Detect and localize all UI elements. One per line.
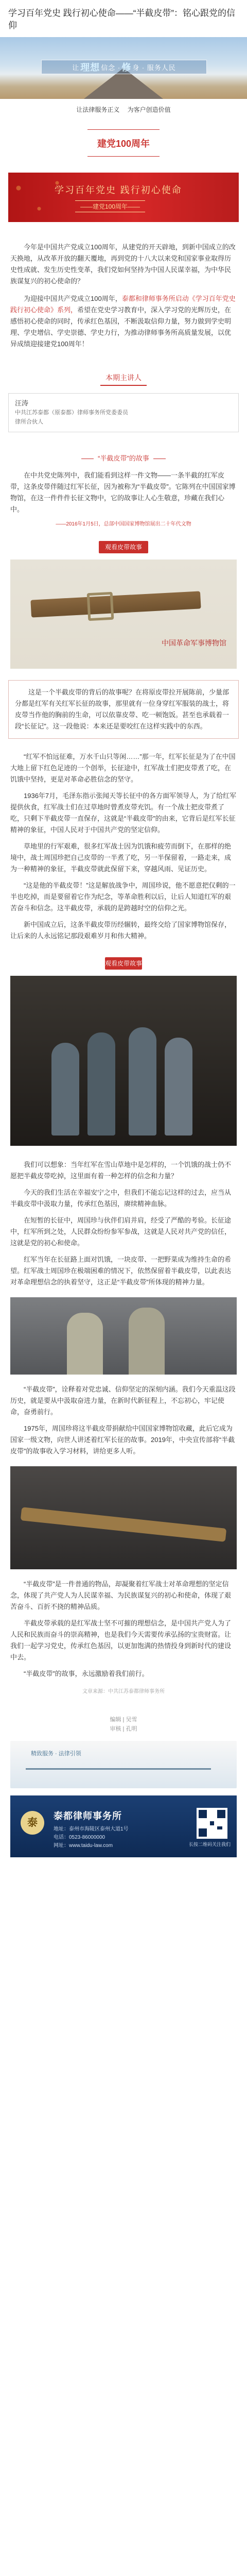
story-subtitle (0, 453, 247, 463)
story-paragraph: 在中共党史陈列中，我们能看到这样一件文物——一条半截的红军皮带，这条皮带伴随过红军长征，因为被称为“半截皮带”。它陈列在中国国家博物馆，在这一件件件长征文物中，它的故事让人心生敬意，珍藏在我们心中。 (10, 471, 236, 513)
slogan-part-2: 为客户创造价值 (127, 106, 171, 113)
intro-paragraph-2 (0, 293, 247, 350)
story-paragraph: 半截皮带承载的是红军战士坚不可摧的理想信念，是中国共产党人为了人民和民族而奋斗的崇高精神，也是我们今天需要传承弘扬的宝贵财富。让我们一起学习党史，传承红色基因，以更加饱满的热情投身到新时代的建设中去。 (10, 1619, 232, 1661)
hero-text-big: 理想 (80, 62, 100, 73)
hero-text: 身 · 服务人民 (132, 63, 176, 72)
banner-subheading: ——建党100周年—— (75, 200, 145, 212)
stage-photo (10, 976, 237, 1146)
figure-silhouette (129, 1308, 165, 1375)
presenter-card (8, 393, 239, 432)
anniversary-label: 建党100周年 (97, 139, 150, 149)
story-paragraph: “这是他的半截皮带！”这是解放战争中，周国珍说，他不愿意把仅剩的一半也吃掉，而是要留着它作为纪念，等革命胜利以后，让后人知道红军的艰苦奋斗和信念。这半截皮带，承载的是跨越时空的信仰之光。 (10, 882, 236, 912)
belt-image (21, 1507, 227, 1542)
figure-silhouette (87, 1032, 115, 1136)
article-title: 学习百年党史 践行初心使命——“半截皮带”：铭心跟党的信仰 (8, 8, 236, 30)
story-paragraph: “半截皮带”，诠释着对党忠诚、信仰坚定的深刻内涵。我们今天重温这段历史，就是要从中汲取奋进力量，在新时代新征程上，不忘初心，牢记使命，奋勇前行。 (10, 1385, 236, 1416)
divider (87, 129, 160, 130)
figure-silhouette (67, 1313, 103, 1375)
story-paragraph: “红军不怕远征难，万水千山只等闲……”那一年，红军长征是为了在中国大地上留下红色足迹的一个创举，长征途中，红军战士们把皮带煮了吃，在饥饿中坚持，更是对革命必胜信念的坚守。 (10, 753, 236, 783)
presenter-role: 律所合伙人 (15, 419, 43, 425)
story-paragraph: 新中国成立后，这条半截皮带历经辗转，最终交给了国家博物馆保存，让后来的人永远铭记那段艰难岁月和伟大精神。 (10, 921, 232, 940)
reviewer-credit: 审核 | 孔明 (110, 1726, 137, 1732)
story-paragraph: 在短暂的长征中，周国珍与伙伴们肩并肩，经受了严酷的考验。长征途中，红军所到之处，人民群众纷纷参军参战，这就是人民对共产党的信任，这就是党的初心和使命。 (10, 1216, 232, 1247)
editor-credit: 编辑 | 吴雪 (110, 1717, 137, 1723)
figure-silhouette (51, 1043, 79, 1136)
article-source: 文章来源：中共江苏泰都律师事务所 (82, 1689, 165, 1694)
firm-name: 泰都律师事务所 (54, 1811, 122, 1821)
figure-silhouette (165, 1038, 192, 1136)
hero-text: 让 (72, 63, 80, 72)
qr-finder (199, 1810, 207, 1818)
hero-text-big: 修 (121, 62, 132, 73)
qr-finder (217, 1810, 225, 1818)
story-paragraph: 红军当年在长征路上面对饥饿，一块皮带、一把野菜成为维持生命的希望。红军战士周国珍在极端困难的情况下，依然保留着半截皮带，以此表达对革命理想信念的执着坚守，这正是“半截皮带”所体现的精神力量。 (10, 1256, 232, 1286)
firm-card (10, 1795, 237, 1857)
buckle-image (87, 592, 114, 621)
intro-paragraph-1: 今年是中国共产党成立100周年，从建党的开天辟地，到新中国成立的改天换地，从改革开放的翻天覆地，再到党的十八大以来党和国家事业取得历史性成就、发生历史性变革，我们党如何坚持为中国人民谋幸福，为中华民族谋复兴的初心使命的？ (10, 243, 236, 285)
end-banner-text: 精致服务 · 法律引领 (31, 1751, 81, 1757)
firm-phone: 电话：0523-86000000 (54, 1835, 105, 1840)
end-banner (10, 1741, 237, 1788)
slogan-part-1: 让法律服务正义 (76, 106, 120, 113)
story-paragraph: “半截皮带”是一件普通的物品，却凝聚着红军战士对革命理想的坚定信念，体现了共产党人为人民谋幸福、为民族谋复兴的初心和使命，体现了艰苦奋斗、百折不挠的精神品质。 (10, 1580, 232, 1611)
hero-banner (0, 37, 247, 99)
party-history-banner (8, 173, 239, 222)
presenter-section-title: 本期主讲人 (100, 372, 147, 386)
story-paragraph: 1936年7月，毛泽东指示张闻天等长征中的各方面军领导人，为了给红军提供伙食，红军战士们在过草地时曾煮皮带充饥。有一个战士把皮带煮了吃，只剩下半截皮带一直保存，这就是“半截皮带”的由来，它背后是红军长征精神的象征，中国人民对于中国共产党的坚定信仰。 (10, 792, 237, 834)
story-paragraph: 今天的我们生活在幸福安宁之中，但我们不能忘记这样的过去，应当从半截皮带中汲取力量，传承红色基因，赓续精神血脉。 (10, 1189, 232, 1208)
divider (87, 156, 160, 157)
qr-hint: 长按二维码关注我们 (188, 1842, 231, 1847)
presenter-name: 汪涛 (15, 399, 29, 407)
video-button-2[interactable]: 观看皮带故事 (105, 957, 142, 970)
story-paragraph: 我们可以想象：当年红军在雪山草地中是怎样的，一个饥饿的战士仍不愿把半截皮带吃掉，这里面有着一种怎样的信念和力量？ (10, 1161, 232, 1180)
story-subtitle-text: “半截皮带”的故事 (98, 454, 149, 462)
bridge-graphic (26, 1768, 211, 1778)
presenter-section-header (85, 372, 162, 386)
historical-photo (10, 1297, 237, 1375)
photo-label: 中国革命军事博物馆 (162, 639, 226, 648)
video-button[interactable]: 观看皮带故事 (99, 541, 148, 553)
decorative-dots (8, 173, 70, 222)
qr-code-icon[interactable] (197, 1808, 227, 1839)
intro-text: 为迎接中国共产党成立100周年， (24, 295, 122, 302)
qr-module (217, 1826, 222, 1829)
firm-address: 地址：泰州市海陵区泰州大道1号 (54, 1826, 129, 1832)
firm-website[interactable]: 网址：www.taidu-law.com (54, 1843, 113, 1849)
firm-logo: 泰 (21, 1811, 44, 1835)
belt-image (30, 591, 201, 617)
credits (10, 1715, 237, 1734)
anniversary-heading (0, 125, 247, 161)
story-paragraph: 这是一个半截皮带的背后的故事呢？在将原皮带拉开展陈前，少量部分都是红军有关红军长征的故事，那里就有一位身穿红军服装的战士，将皮带当作他的胸前的生命，可以依靠皮带、吃一顿饱饭。甚至也承载着一段“长征记”。这一段他说：本来还是要咬红在这样实践中的东西。 (15, 688, 230, 730)
figure-silhouette (129, 1027, 156, 1136)
hero-slogan-box (41, 60, 207, 74)
qr-finder (199, 1828, 207, 1837)
belt-closeup-photo (10, 1466, 237, 1569)
hero-text: 信念 · (101, 63, 121, 72)
story-caption: ——2016年1月5日，总部中国国家博物馆展出二十年代文物 (56, 521, 191, 527)
story-paragraph: 1975年，周国珍将这半截皮带捐献给中国国家博物馆收藏，此后它成为国家一级文物，向世人讲述着红军长征的故事。2019年，中央宣传部将“半截皮带”的故事收入学习材料，讲给更多人听。 (10, 1425, 235, 1455)
intro-text: 希望在党史学习教育中，深入学习党的光辉历史，在感悟初心使命的同时，传承红色基因，不断汲取信仰力量，努力做到学史明理、学史增信、学史崇德、学史力行，为推动律师事务所高质量发展，以优异成绩迎接建党100周年！ (10, 306, 232, 348)
presenter-title: 中共江苏泰都（原泰都）律师事务所党委委员 (15, 410, 128, 416)
story-paragraph: “半截皮带”的故事，永远激励着我们前行。 (24, 1670, 149, 1677)
story-box (8, 680, 239, 739)
belt-photo (10, 560, 237, 669)
banner-heading: 学习百年党史 践行初心使命 (55, 185, 182, 196)
firm-slogan (0, 99, 247, 118)
qr-module (210, 1821, 214, 1825)
intro-highlight: 泰都和律师事务所启动《学习百年党史 践行初心使命》系列， (10, 295, 236, 314)
story-paragraph: 草地里的行军艰难，很多红军战士因为饥饿和疲劳而倒下，在那样的绝境中，战士周国珍把自己皮带的一半煮了吃，另一半保留着，一路走来，成为一种精神的象征，半截皮带就此保留下来，穿越风雨、见证历史。 (10, 842, 232, 873)
